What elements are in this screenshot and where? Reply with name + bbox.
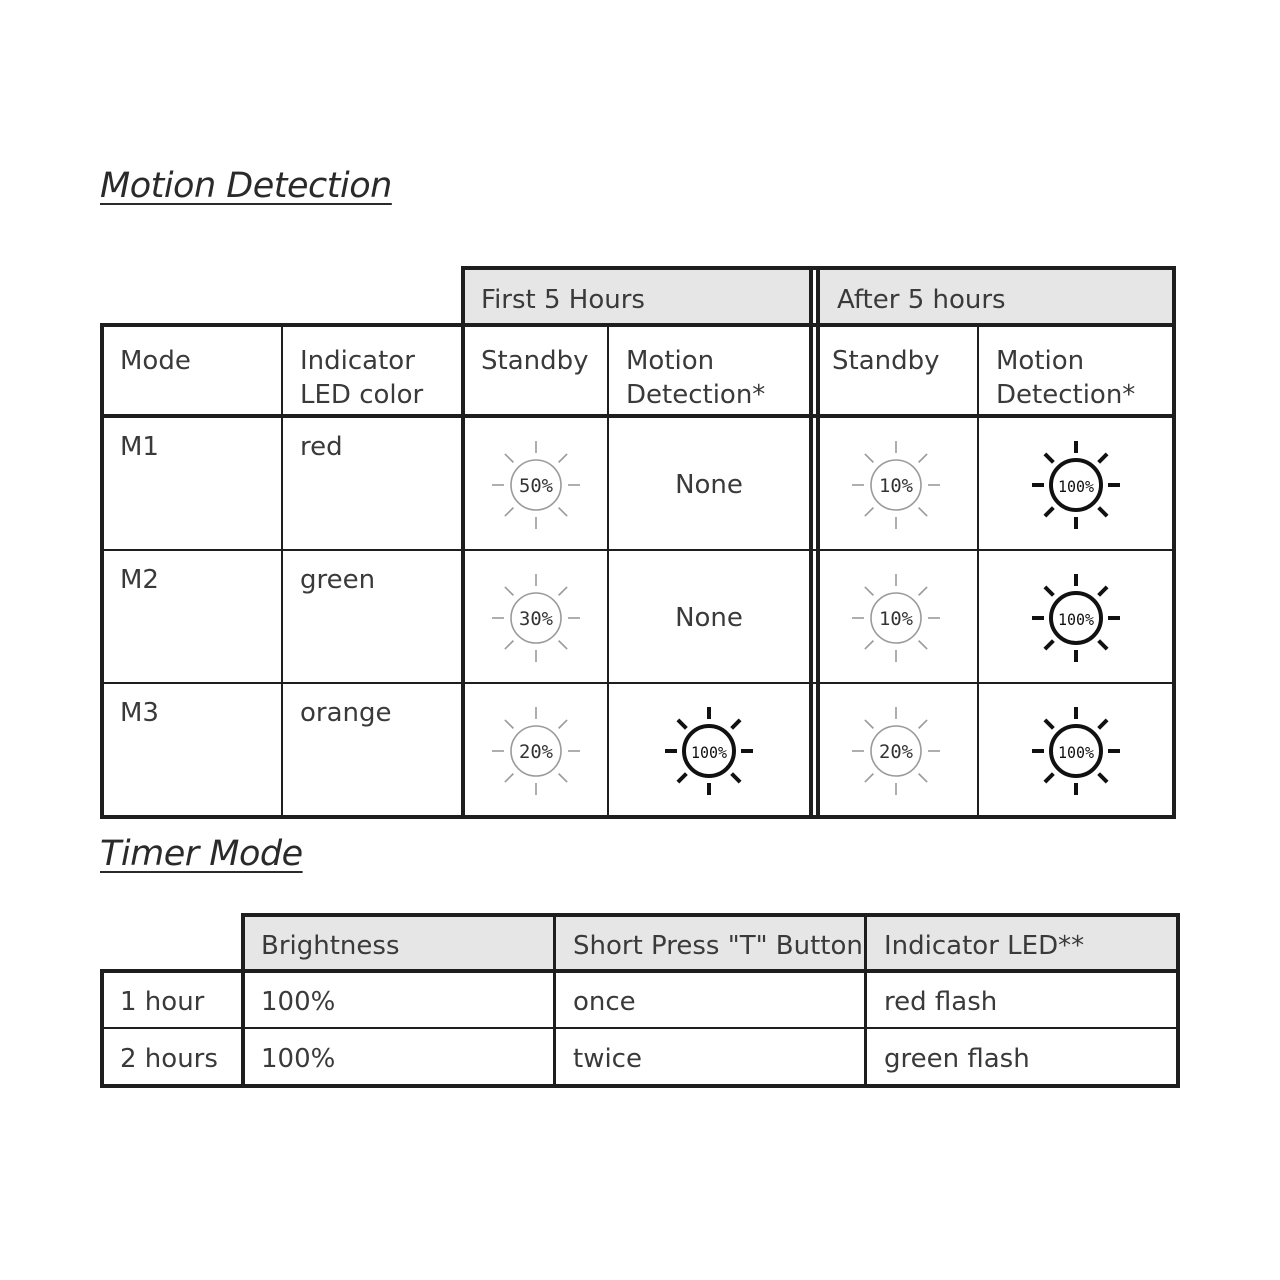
row-m2-first-motion [609, 553, 809, 683]
row-m3-after-standby [815, 686, 977, 815]
row-m2-after-standby [815, 553, 977, 683]
sun-icon-label: 50% [519, 475, 554, 497]
grid-line [553, 913, 556, 1088]
row-m2-first-standby [464, 553, 608, 683]
grid-line [100, 682, 1175, 684]
timer-header-short-press: Short Press "T" Button [556, 917, 864, 970]
timer-header-brightness: Brightness [244, 917, 553, 970]
row-m1-after-motion [979, 420, 1173, 550]
timer-row-1-brightness: 100% [261, 987, 336, 1017]
col-header-first-motion-line2: Detection* [626, 380, 766, 410]
grid-line [241, 913, 245, 1088]
sun-icon-label: 100% [1058, 477, 1095, 496]
row-m1-mode: M1 [120, 432, 159, 462]
row-m1-first-motion [609, 420, 809, 550]
col-header-first-standby: Standby [481, 346, 589, 376]
grid-line [816, 266, 820, 819]
row-m2-after-motion [979, 553, 1173, 683]
timer-row-2-led: green flash [884, 1044, 1030, 1074]
row-m3-after-motion [979, 686, 1173, 815]
sun-icon [1030, 439, 1122, 531]
grid-line [1172, 266, 1176, 819]
motion-detection-heading: Motion Detection [100, 166, 392, 206]
row-m1-after-standby [815, 420, 977, 550]
sun-icon [490, 439, 582, 531]
grid-line [607, 323, 609, 819]
col-header-first-motion [609, 328, 809, 416]
sun-icon-label: 20% [519, 740, 554, 763]
col-header-indicator-line2: LED color [300, 380, 424, 410]
row-m1-color: red [300, 432, 343, 462]
grid-line [100, 323, 104, 819]
sun-icon [850, 572, 942, 664]
row-m3-mode: M3 [120, 698, 159, 728]
sun-icon [490, 705, 582, 797]
row-m2-color: green [300, 565, 376, 595]
grid-line [100, 1027, 1180, 1029]
timer-row-2-press: twice [573, 1044, 642, 1074]
grid-line [100, 549, 1175, 551]
grid-line [100, 969, 104, 1088]
sun-icon [1030, 572, 1122, 664]
sun-icon [850, 705, 942, 797]
col-header-after-motion-line1: Motion [996, 346, 1085, 376]
group-header-after-5-hours: After 5 hours [820, 270, 1173, 323]
col-header-after-motion-line2: Detection* [996, 380, 1136, 410]
row-m3-color: orange [300, 698, 392, 728]
timer-row-1-press: once [573, 987, 636, 1017]
grid-line [100, 414, 1175, 418]
grid-line [281, 323, 283, 819]
row-m1-first-motion-text: None [675, 470, 743, 500]
grid-line [809, 266, 813, 819]
sun-icon [490, 572, 582, 664]
row-m2-mode: M2 [120, 565, 159, 595]
grid-line [1176, 913, 1180, 1088]
col-header-after-motion [979, 328, 1173, 416]
timer-row-2-brightness: 100% [261, 1044, 336, 1074]
grid-line [977, 323, 979, 819]
sun-icon-label: 20% [879, 740, 914, 763]
row-m3-first-standby [464, 686, 608, 815]
sun-icon-label: 30% [519, 608, 554, 630]
col-header-after-standby: Standby [832, 346, 940, 376]
grid-line [100, 323, 1175, 327]
group-header-first-5-hours: First 5 Hours [464, 270, 809, 323]
timer-row-2-label: 2 hours [120, 1044, 218, 1074]
sun-icon-label: 100% [1058, 742, 1095, 762]
row-m3-first-motion [609, 686, 809, 815]
sun-icon-label: 100% [1058, 610, 1095, 629]
sun-icon-label: 100% [691, 742, 728, 762]
timer-mode-heading: Timer Mode [100, 834, 303, 874]
sun-icon-label: 10% [879, 475, 914, 497]
sun-icon [663, 705, 755, 797]
row-m1-first-standby [464, 420, 608, 550]
col-header-indicator [283, 328, 461, 416]
timer-row-1-label: 1 hour [120, 987, 205, 1017]
grid-line [100, 1084, 1180, 1088]
grid-line [100, 815, 1175, 819]
col-header-indicator-line1: Indicator [300, 346, 415, 376]
grid-line [864, 913, 867, 1088]
grid-line [461, 266, 465, 819]
sun-icon-label: 10% [879, 608, 914, 630]
sun-icon [850, 439, 942, 531]
grid-line [100, 969, 1180, 973]
col-header-first-motion-line1: Motion [626, 346, 715, 376]
col-header-mode: Mode [120, 346, 191, 376]
timer-header-indicator-led: Indicator LED** [867, 917, 1176, 970]
grid-line [241, 913, 1180, 917]
sun-icon [1030, 705, 1122, 797]
row-m2-first-motion-text: None [675, 603, 743, 633]
timer-row-1-led: red flash [884, 987, 998, 1017]
